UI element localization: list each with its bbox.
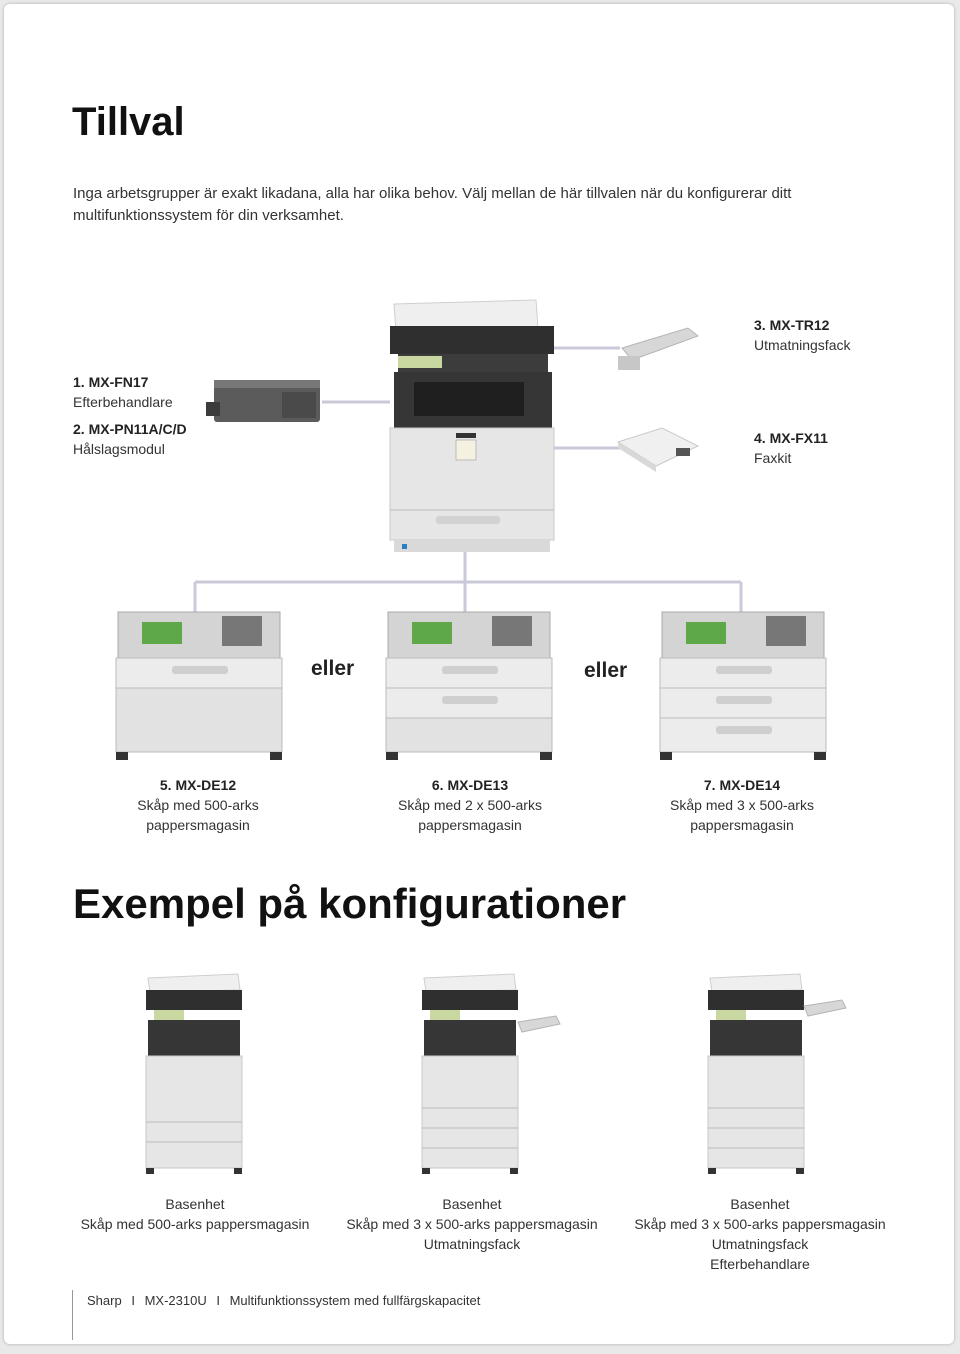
option-punch-label — [73, 419, 187, 459]
option-name: Efterbehandlare — [73, 394, 173, 410]
or-label-2: eller — [584, 659, 628, 682]
config-1-image — [142, 972, 252, 1182]
cabinet-2-label — [360, 775, 580, 835]
option-number: 1. MX-FN17 — [73, 374, 149, 390]
fax-kit-image — [616, 424, 700, 474]
cabinet-desc: pappersmagasin — [690, 817, 794, 833]
footer-divider — [72, 1290, 73, 1340]
config-line: Utmatningsfack — [711, 1236, 809, 1252]
cabinet-number: 7. MX-DE14 — [703, 777, 781, 793]
footer — [87, 1293, 480, 1308]
option-number: 4. MX-FX11 — [754, 430, 828, 446]
option-fax-label — [754, 428, 828, 468]
config-3-label — [620, 1194, 900, 1274]
cabinet-desc: Skåp med 3 x 500-arks — [670, 797, 814, 813]
cabinet-1-label — [88, 775, 308, 835]
option-number: 2. MX-PN11A/C/D — [73, 421, 187, 437]
footer-separator: I — [131, 1293, 135, 1308]
option-number: 3. MX-TR12 — [754, 317, 830, 333]
option-name: Hålslagsmodul — [73, 441, 165, 457]
config-line: Skåp med 3 x 500-arks pappersmagasin — [634, 1216, 886, 1232]
config-line: Skåp med 500-arks pappersmagasin — [80, 1216, 310, 1232]
page-title: Tillval — [72, 100, 185, 144]
footer-separator: I — [216, 1293, 220, 1308]
cabinet-desc: pappersmagasin — [418, 817, 522, 833]
config-line: Skåp med 3 x 500-arks pappersmagasin — [346, 1216, 598, 1232]
cabinet-desc: pappersmagasin — [146, 817, 250, 833]
intro-text: Inga arbetsgrupper är exakt likadana, alla har olika behov. Välj mellan de här tillvalen när du konfigurerar ditt multifunktionssystem för din verksamhet. — [73, 185, 792, 224]
footer-brand: Sharp — [87, 1293, 122, 1308]
config-3-image — [704, 972, 874, 1182]
examples-heading: Exempel på konfigurationer — [73, 880, 627, 927]
footer-description: Multifunktionssystem med fullfärgskapacitet — [229, 1293, 481, 1308]
exit-tray-image — [618, 326, 704, 376]
cabinet-3-drawer-image — [656, 608, 836, 763]
cabinet-desc: Skåp med 500-arks — [137, 797, 259, 813]
option-name: Faxkit — [754, 450, 792, 466]
config-line: Basenhet — [442, 1196, 502, 1212]
option-tray-label — [754, 315, 850, 355]
config-line: Efterbehandlare — [710, 1256, 810, 1272]
config-line: Basenhet — [165, 1196, 225, 1212]
config-2-label — [332, 1194, 612, 1254]
cabinet-1-drawer-image — [112, 608, 292, 763]
footer-model: MX-2310U — [144, 1293, 207, 1308]
cabinet-number: 5. MX-DE12 — [159, 777, 237, 793]
or-label-1: eller — [311, 657, 355, 680]
cabinet-desc: Skåp med 2 x 500-arks — [398, 797, 542, 813]
finisher-image — [206, 378, 326, 428]
cabinet-2-drawer-image — [382, 608, 562, 763]
config-line: Basenhet — [730, 1196, 790, 1212]
config-1-label — [60, 1194, 330, 1234]
cabinet-3-label — [632, 775, 852, 835]
config-2-image — [418, 972, 568, 1182]
option-finisher-label — [73, 372, 173, 412]
config-line: Utmatningsfack — [423, 1236, 521, 1252]
mfp-base-unit-image — [386, 298, 556, 554]
option-name: Utmatningsfack — [754, 337, 851, 353]
cabinet-number: 6. MX-DE13 — [431, 777, 509, 793]
